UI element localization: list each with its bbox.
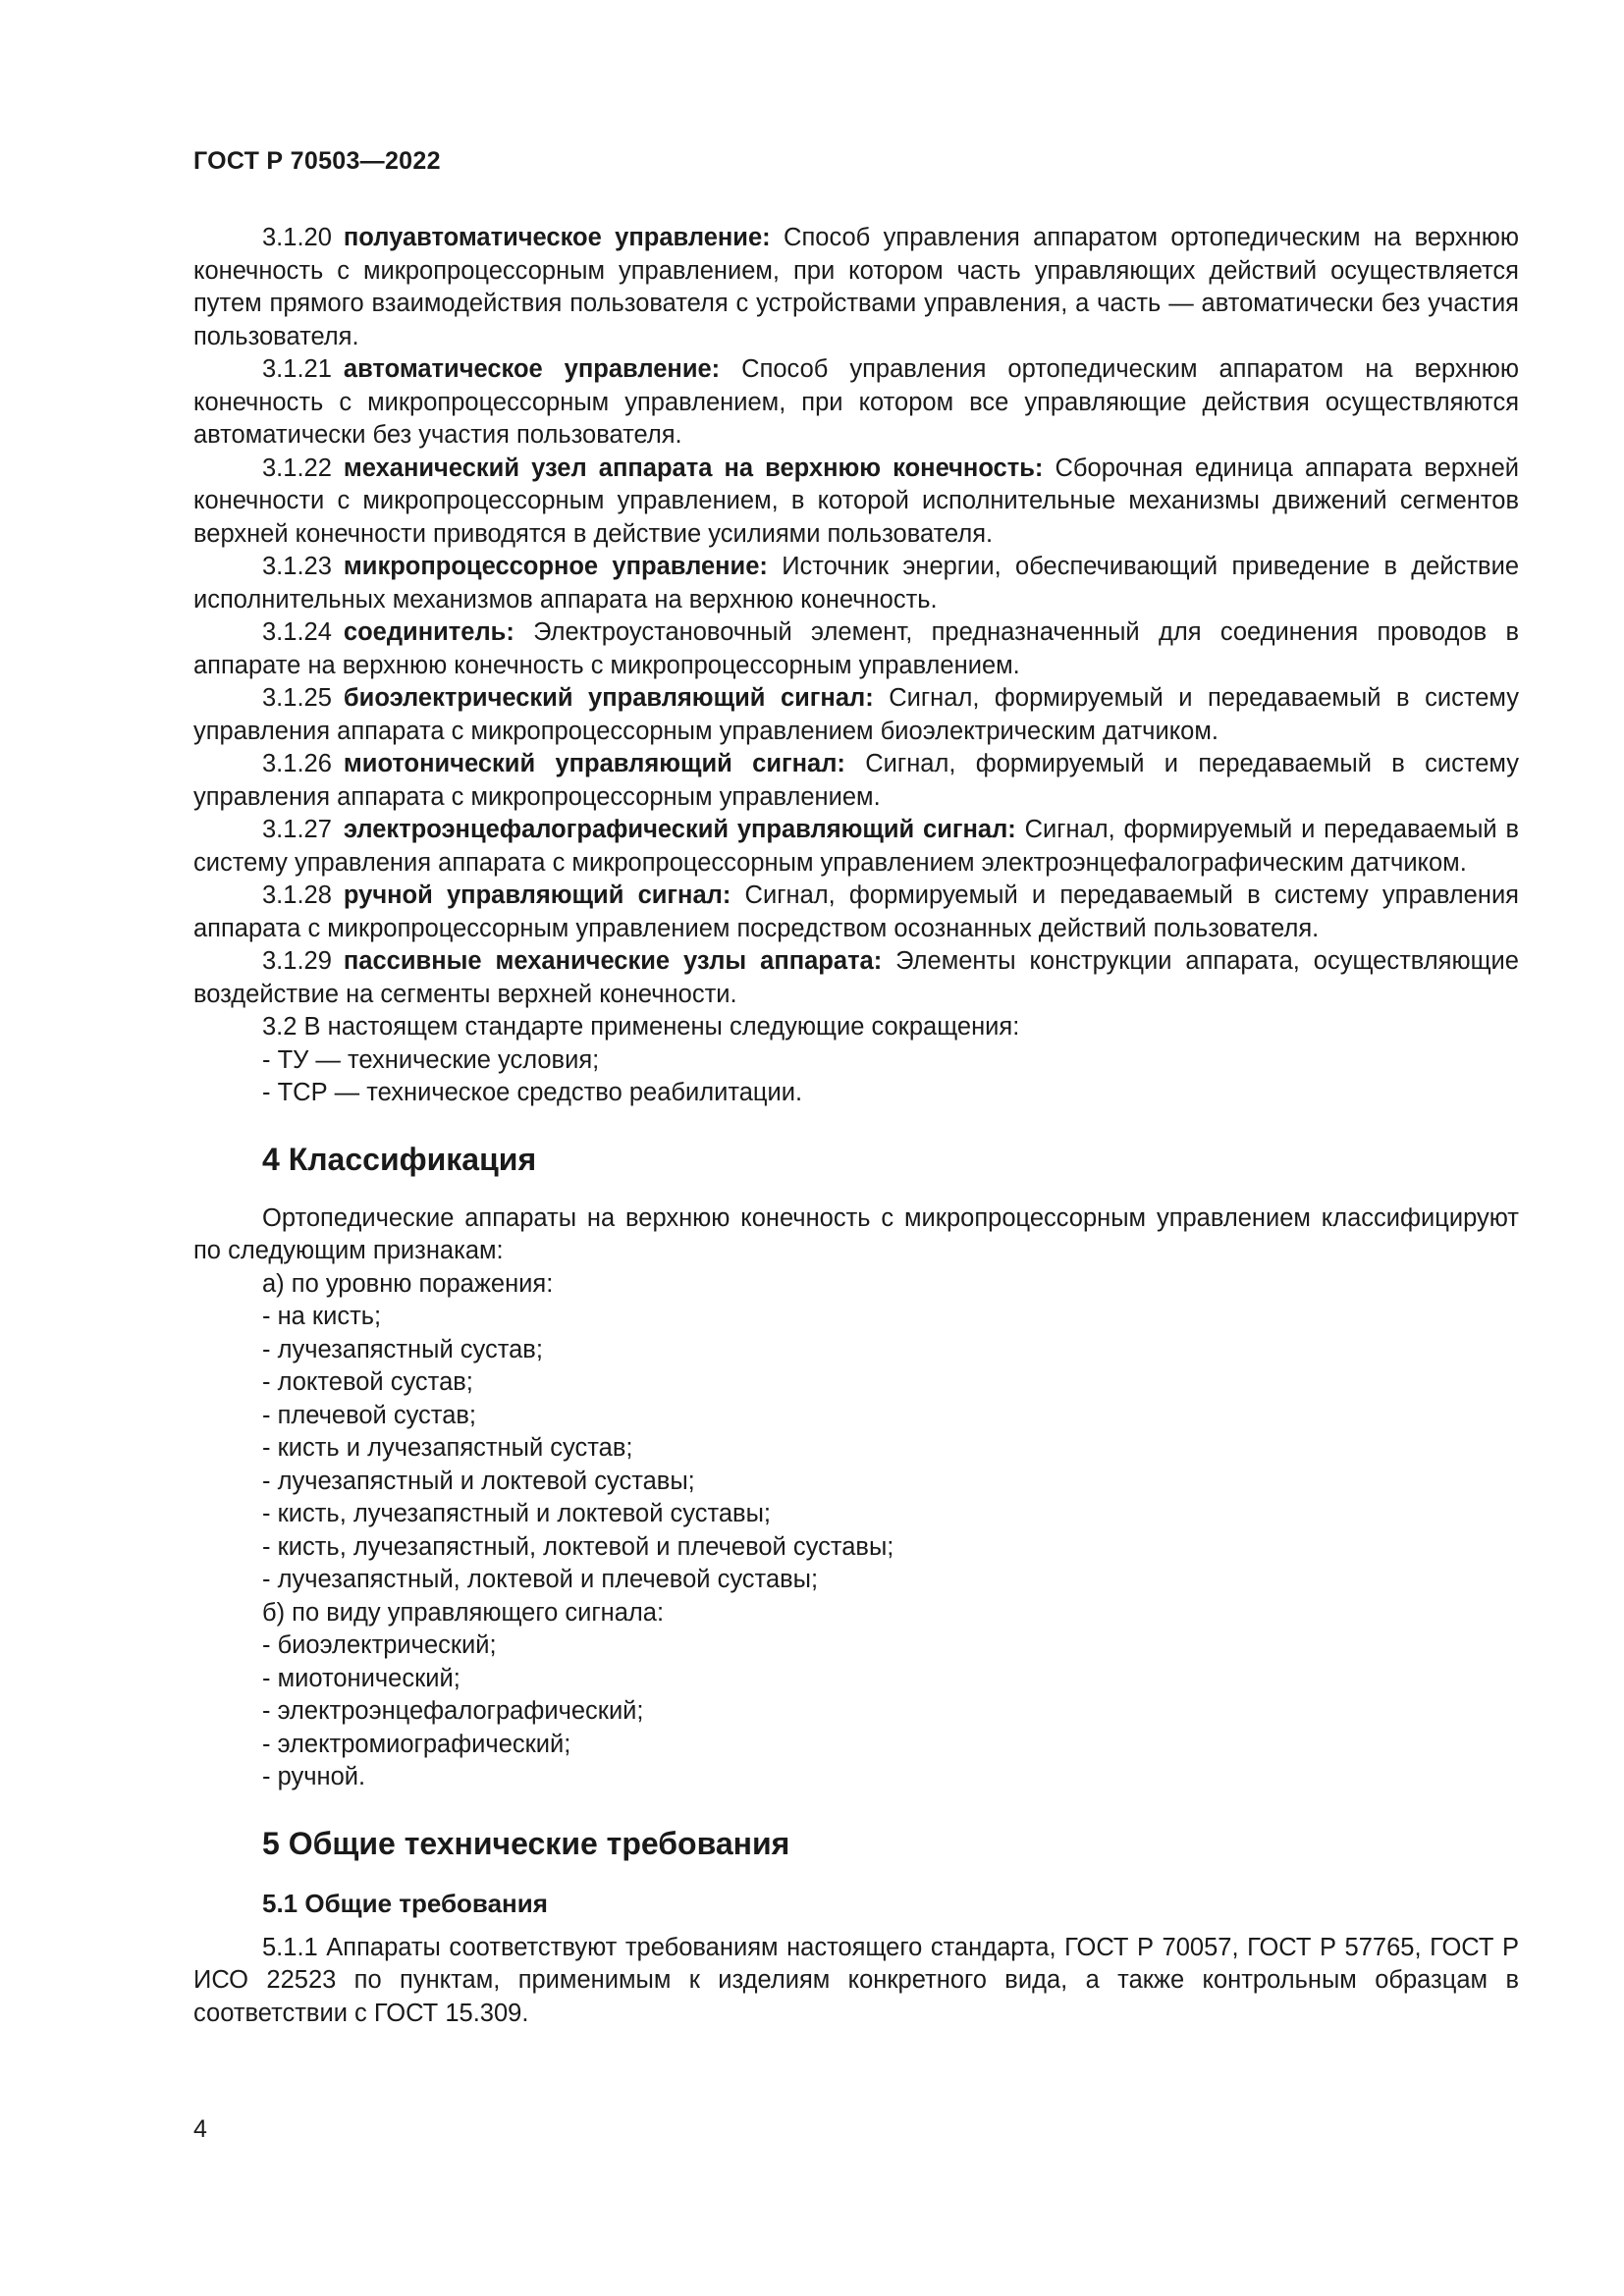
definition-text: Способ управления аппаратом ортопедическим на верхнюю конечность с микропроцессорным управлением, при котором часть управляющих действий осуществляется путем прямого взаимодействия пользователя с устройствами управления, а часть — автоматически без участия пользователя. [193, 224, 1519, 350]
definition-term: электроэнцефалографический управляющий сигнал: [343, 816, 1016, 843]
definition-number: 3.1.22 [262, 454, 332, 482]
definition-3-1-27 [193, 814, 1519, 880]
definition-3-1-28 [193, 880, 1519, 945]
definition-number: 3.1.28 [262, 881, 332, 909]
section-4-intro: Ортопедические аппараты на верхнюю конечность с микропроцессорным управлением классифицируют по следующим признакам: [193, 1203, 1519, 1264]
list-item-b-emg: - электромиографический; [262, 1730, 571, 1758]
document-code-header: ГОСТ Р 70503—2022 [193, 147, 441, 175]
group-a-label: а) по уровню поражения: [262, 1269, 554, 1298]
list-item-a-elbow: - локтевой сустав; [262, 1368, 473, 1396]
definition-number: 3.1.29 [262, 947, 332, 975]
definition-3-1-29 [193, 945, 1519, 1011]
abbrev-intro: 3.2 В настоящем стандарте применены следующие сокращения: [262, 1013, 1020, 1041]
definition-3-1-21 [193, 353, 1519, 453]
group-b-label: б) по виду управляющего сигнала: [262, 1598, 665, 1627]
definition-term: автоматическое управление: [343, 355, 721, 383]
definition-term: соединитель: [343, 618, 514, 646]
definition-number: 3.1.20 [262, 224, 332, 251]
subsection-5-1-heading: 5.1 Общие требования [262, 1888, 548, 1918]
definition-term: пассивные механические узлы аппарата: [343, 947, 883, 975]
definition-text: Источник энергии, обеспечивающий приведение в действие исполнительных механизмов аппарата на верхнюю конечность. [193, 553, 1519, 614]
clause-5-1-1: 5.1.1 Аппараты соответствуют требованиям настоящего стандарта, ГОСТ Р 70057, ГОСТ Р 57765, ГОСТ Р ИСО 22523 по пунктам, применимым к изделиям конкретного вида, а также контрольным образцам в соответствии с ГОСТ 15.309. [193, 1933, 1519, 2027]
definition-text: Сигнал, формируемый и передаваемый в систему управления аппарата с микропроцессорным управлением биоэлектрическим датчиком. [193, 684, 1519, 745]
list-item-a-hand: - на кисть; [262, 1303, 382, 1330]
abbrev-item-tu: - ТУ — технические условия; [262, 1045, 600, 1074]
list-item-a-hand-wrist: - кисть и лучезапястный сустав; [262, 1434, 633, 1462]
list-item-b-bioelectric: - биоэлектрический; [262, 1631, 497, 1659]
definition-3-1-25 [193, 682, 1519, 748]
definition-text: Элементы конструкции аппарата, осуществляющие воздействие на сегменты верхней конечности. [193, 947, 1519, 1008]
definitions-list [193, 222, 1519, 1011]
section-5-heading: 5 Общие технические требования [262, 1825, 790, 1861]
list-item-b-myotonic: - миотонический; [262, 1664, 460, 1692]
definition-3-1-23 [193, 551, 1519, 616]
definition-term: микропроцессорное управление: [343, 553, 768, 580]
definition-term: ручной управляющий сигнал: [343, 881, 731, 909]
definition-3-1-26 [193, 748, 1519, 814]
definition-text: Сигнал, формируемый и передаваемый в систему управления аппарата с микропроцессорным управлением электроэнцефалографическим датчиком. [193, 816, 1519, 877]
list-item-a-shoulder: - плечевой сустав; [262, 1401, 477, 1429]
list-item-b-eeg: - электроэнцефалографический; [262, 1697, 644, 1725]
definition-3-1-20 [193, 222, 1519, 353]
definition-3-1-24 [193, 616, 1519, 682]
list-item-a-hand-wrist-elbow: - кисть, лучезапястный и локтевой суставы; [262, 1500, 772, 1527]
definition-text: Сигнал, формируемый и передаваемый в систему управления аппарата с микропроцессорным управлением посредством осознанных действий пользователя. [193, 881, 1519, 942]
definition-3-1-22 [193, 453, 1519, 552]
definition-number: 3.1.25 [262, 684, 332, 712]
list-item-a-hand-wrist-elbow-shoulder: - кисть, лучезапястный, локтевой и плечевой суставы; [262, 1532, 894, 1561]
list-item-a-wrist-elbow: - лучезапястный и локтевой суставы; [262, 1467, 695, 1495]
definition-term: механический узел аппарата на верхнюю конечность: [343, 454, 1044, 482]
definition-number: 3.1.27 [262, 816, 332, 843]
definition-text: Сигнал, формируемый и передаваемый в систему управления аппарата с микропроцессорным управлением. [193, 750, 1519, 811]
definition-number: 3.1.21 [262, 355, 332, 383]
definition-number: 3.1.26 [262, 750, 332, 777]
list-item-b-manual: - ручной. [262, 1763, 366, 1790]
definition-term: биоэлектрический управляющий сигнал: [343, 684, 874, 712]
list-item-a-wrist-elbow-shoulder: - лучезапястный, локтевой и плечевой суставы; [262, 1566, 819, 1593]
definition-term: миотонический управляющий сигнал: [343, 750, 845, 777]
definition-term: полуавтоматическое управление: [343, 224, 771, 251]
definition-text: Способ управления ортопедическим аппаратом на верхнюю конечность с микропроцессорным управлением, при котором все управляющие действия осуществляются автоматически без участия пользователя. [193, 355, 1519, 449]
abbrev-item-tsr: - ТСР — техническое средство реабилитации. [262, 1079, 803, 1106]
page-content [193, 222, 1519, 2030]
definition-text: Сборочная единица аппарата верхней конечности с микропроцессорным управлением, в которой исполнительные механизмы движений сегментов верхней конечности приводятся в действие усилиями пользователя. [193, 454, 1519, 548]
list-item-a-wrist: - лучезапястный сустав; [262, 1335, 543, 1363]
definition-number: 3.1.24 [262, 618, 332, 646]
definition-number: 3.1.23 [262, 553, 332, 580]
definition-text: Электроустановочный элемент, предназначенный для соединения проводов в аппарате на верхнюю конечность с микропроцессорным управлением. [193, 618, 1520, 679]
section-4-heading: 4 Классификация [262, 1141, 537, 1177]
page-number: 4 [193, 2115, 207, 2143]
